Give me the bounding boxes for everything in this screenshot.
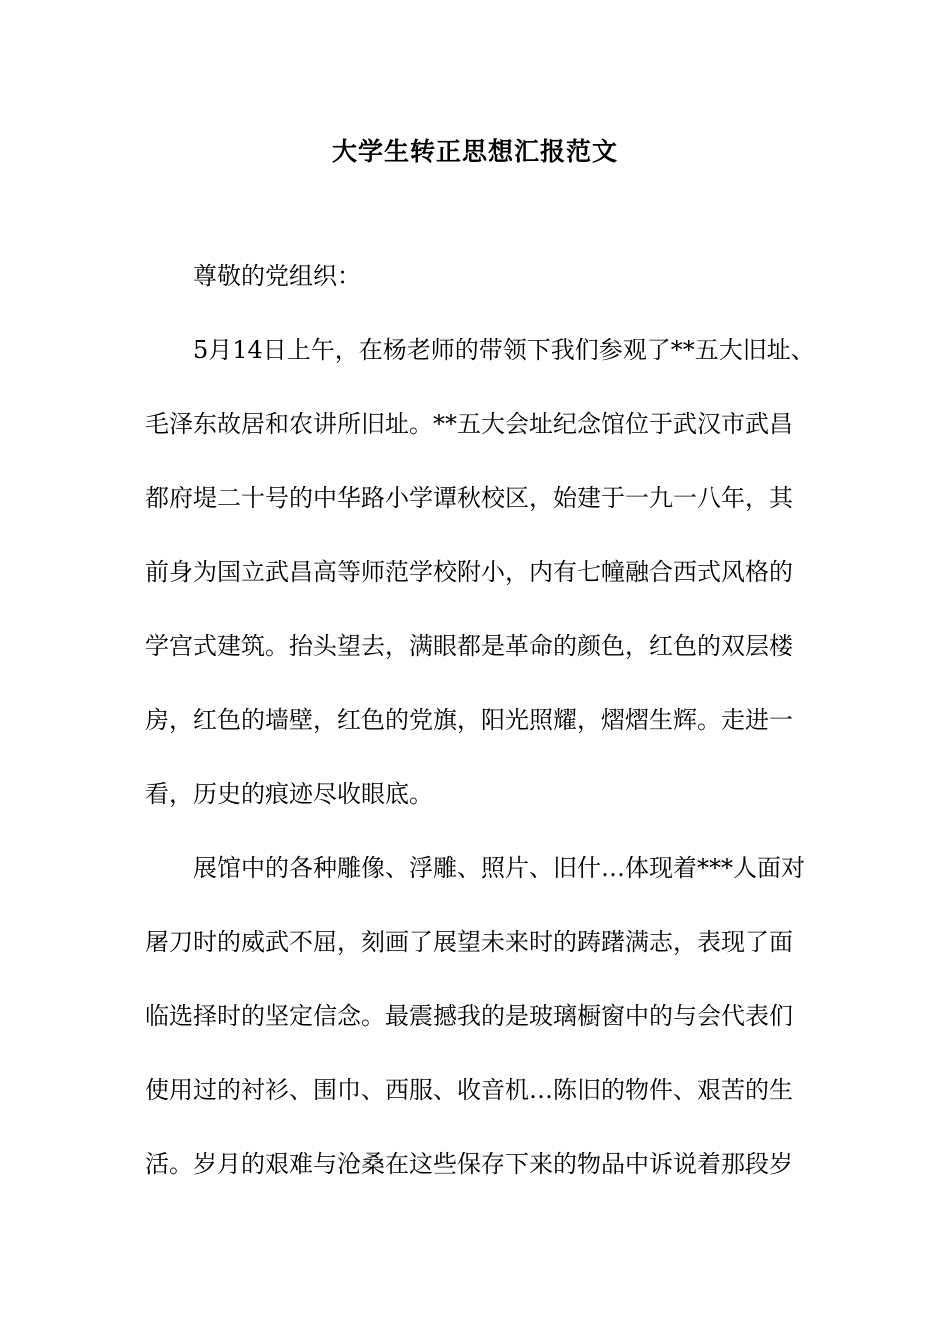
paragraph-2-line-3: 临选择时的坚定信念。最震撼我的是玻璃橱窗中的与会代表们 xyxy=(145,1002,793,1030)
paragraph-1-line-3: 都府堤二十号的中华路小学谭秋校区，始建于一九一八年，其 xyxy=(145,484,793,512)
paragraph-2-line-1: 展馆中的各种雕像、浮雕、照片、旧什…体现着***人面对 xyxy=(193,854,805,882)
paragraph-1-line-5: 学宫式建筑。抬头望去，满眼都是革命的颜色，红色的双层楼 xyxy=(145,632,793,660)
paragraph-1-line-4: 前身为国立武昌高等师范学校附小，内有七幢融合西式风格的 xyxy=(145,558,793,586)
salutation-line: 尊敬的党组织： xyxy=(193,262,361,290)
document-title: 大学生转正思想汇报范文 xyxy=(331,137,618,166)
document-body xyxy=(145,258,825,1220)
paragraph-1-line-1: 5月14日上午，在杨老师的带领下我们参观了**五大旧址、 xyxy=(193,336,815,364)
paragraph-1-line-7: 看，历史的痕迹尽收眼底。 xyxy=(145,780,433,808)
paragraph-2-line-5: 活。岁月的艰难与沧桑在这些保存下来的物品中诉说着那段岁 xyxy=(145,1150,793,1178)
paragraph-1-line-6: 房，红色的墙壁，红色的党旗，阳光照耀，熠熠生辉。走进一 xyxy=(145,706,793,734)
paragraph-2-line-2: 屠刀时的威武不屈，刻画了展望未来时的踌躇满志，表现了面 xyxy=(145,928,793,956)
paragraph-1-line-2: 毛泽东故居和农讲所旧址。**五大会址纪念馆位于武汉市武昌 xyxy=(145,410,793,438)
paragraph-2-line-4: 使用过的衬衫、围巾、西服、收音机…陈旧的物件、艰苦的生 xyxy=(145,1076,793,1104)
